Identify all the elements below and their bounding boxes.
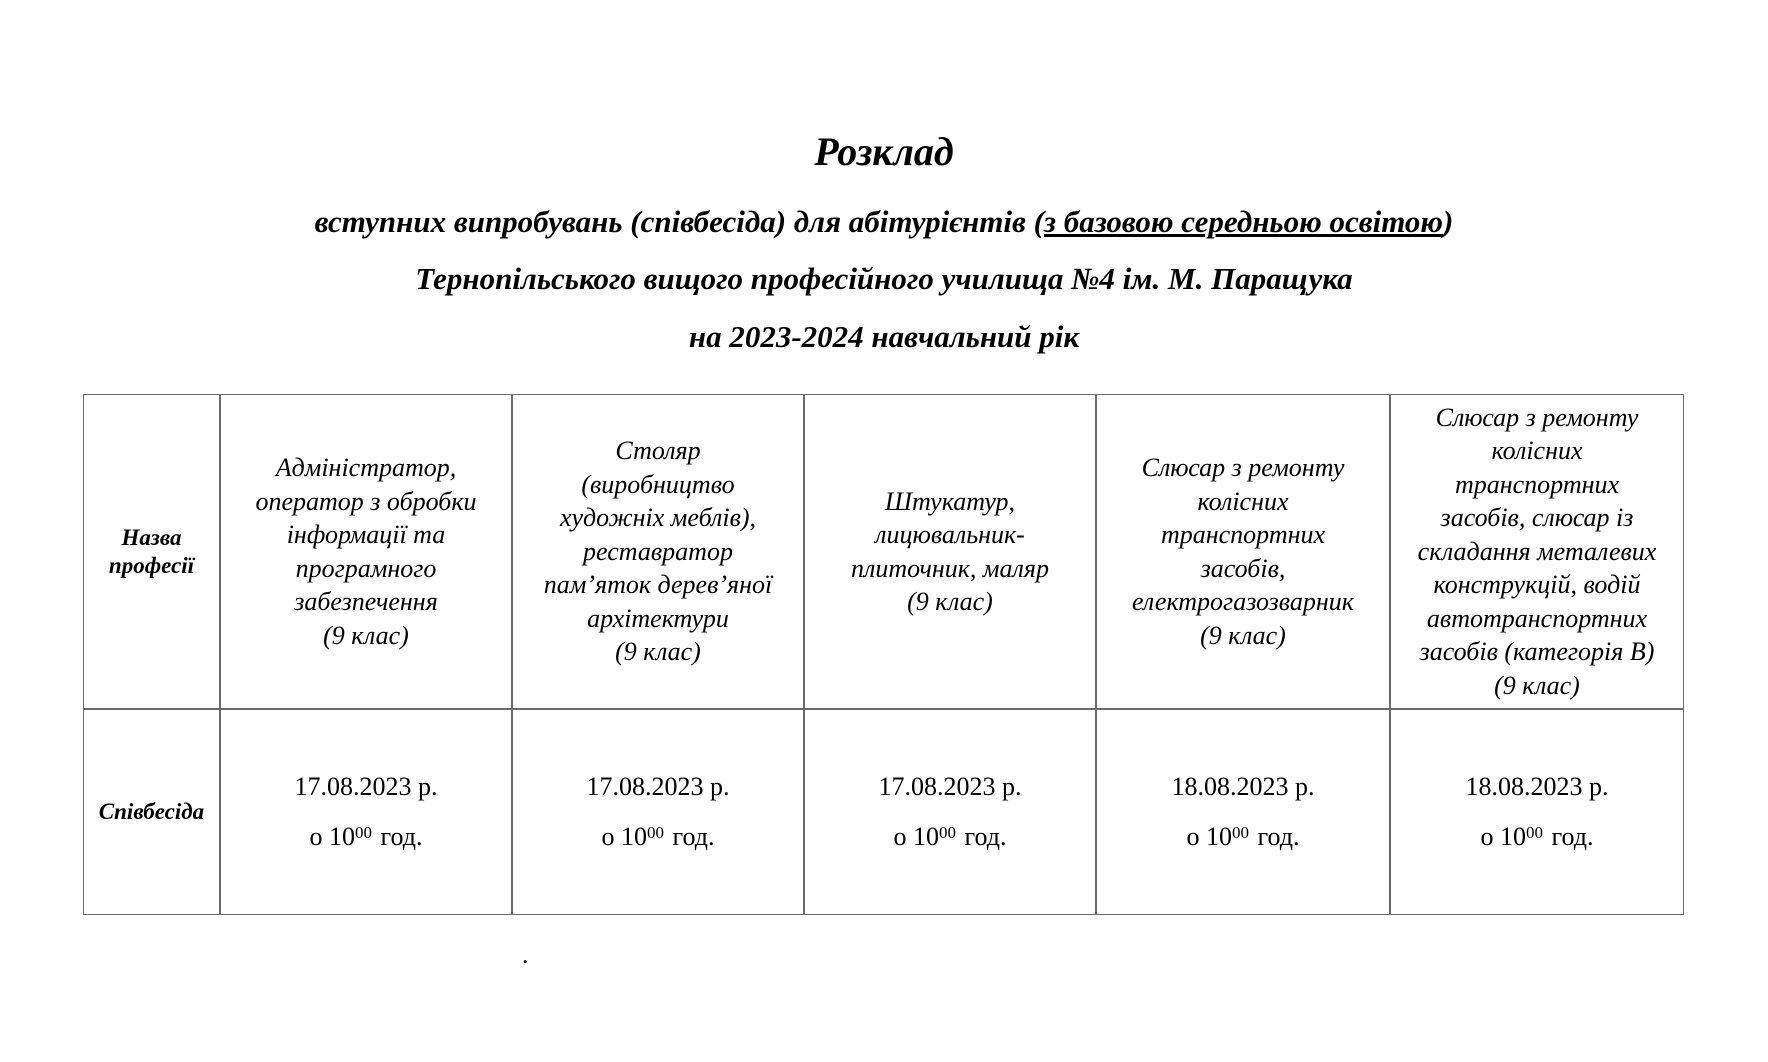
interview-cell bbox=[1390, 709, 1684, 915]
profession-cell: Столяр (виробництво художніх меблів), реставратор пам’яток дерев’яної архітектури (9 клас) bbox=[512, 394, 804, 709]
interview-date: 17.08.2023 р. bbox=[586, 772, 730, 801]
subtitle-line-2: Тернопільського вищого професійного училища №4 ім. М. Паращука bbox=[415, 261, 1353, 296]
interview-cell bbox=[220, 709, 512, 915]
interview-cell bbox=[804, 709, 1096, 915]
subtitle-line-1-end: ) bbox=[1443, 204, 1454, 239]
interview-date: 18.08.2023 р. bbox=[1171, 772, 1315, 801]
profession-cell: Слюсар з ремонту колісних транспортних засобів, електрогазозварник (9 клас) bbox=[1096, 394, 1390, 709]
interview-time: о $10^{00}$ год. bbox=[1480, 822, 1594, 851]
interview-date: 18.08.2023 р. bbox=[1465, 772, 1609, 801]
profession-cell: Слюсар з ремонту колісних транспортних засобів, слюсар із складання металевих конструкцій, водій автотранспортних засобів (категорія В) (9 клас) bbox=[1390, 394, 1684, 709]
schedule-table bbox=[83, 394, 1684, 915]
interview-date: 17.08.2023 р. bbox=[294, 772, 438, 801]
row-label-interview: Співбесіда bbox=[83, 709, 220, 915]
interview-time: о $10^{00}$ год. bbox=[1186, 822, 1300, 851]
interview-time: о $10^{00}$ год. bbox=[893, 822, 1007, 851]
row-label-profession: Назва професії bbox=[83, 394, 220, 709]
profession-cell: Штукатур, лицювальник- плиточник, маляр (9 клас) bbox=[804, 394, 1096, 709]
stray-period-mark: . bbox=[522, 940, 529, 969]
subtitle-line-1 bbox=[0, 202, 1768, 242]
interview-time: о $10^{00}$ год. bbox=[601, 822, 715, 851]
document-title: Розклад bbox=[814, 129, 954, 174]
subtitle-line-1-start: вступних випробувань (співбесіда) для абітурієнтів ( bbox=[314, 204, 1044, 239]
interview-time: о $10^{00}$ год. bbox=[309, 822, 423, 851]
interview-cell bbox=[512, 709, 804, 915]
subtitle-underlined-phrase: з базовою середньою освітою bbox=[1043, 204, 1444, 239]
interview-cell bbox=[1096, 709, 1390, 915]
subtitle-line-3: на 2023-2024 навчальний рік bbox=[688, 319, 1080, 354]
interview-date: 17.08.2023 р. bbox=[878, 772, 1022, 801]
table-row-interviews bbox=[83, 709, 1684, 915]
table-row-professions bbox=[83, 394, 1684, 709]
profession-cell: Адміністратор, оператор з обробки інформації та програмного забезпечення (9 клас) bbox=[220, 394, 512, 709]
